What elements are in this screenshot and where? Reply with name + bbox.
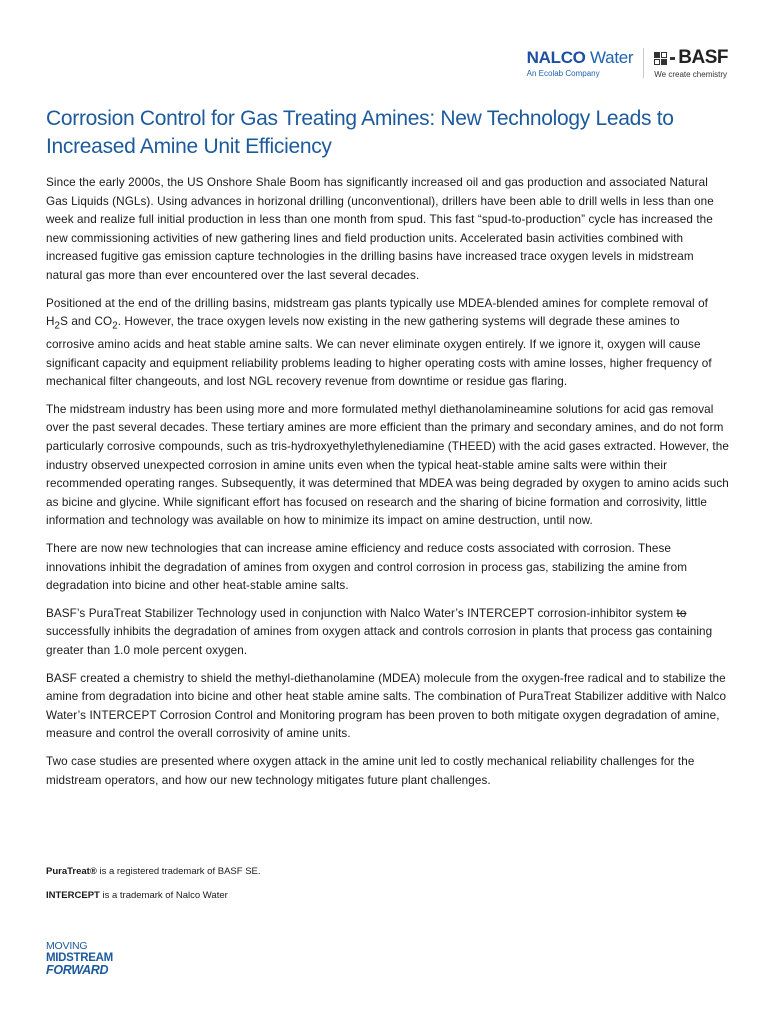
nalco-water-logo xyxy=(527,48,645,78)
paragraph-3: The midstream industry has been using more and more formulated methyl diethanolamineamine solutions for acid gas removal over the past several decades. These tertiary amines are more efficient than the primary and secondary amines, and do not form particularly corrosive compounds, such as tris-hydroxyethylethylenediamine (THEED) with the acid gases extracted. However, the industry observed unexpected corrosion in amine units even when the typical heat-stable amine salts were within their recommended operating ranges. Subsequently, it was determined that MDEA was being degraded by oxygen to amino acids such as bicine and glycine. While significant effort has focused on research and the sharing of bicine formation and corrosivity, little information and technology was available on how to minimize its impact on amine destruction, until now. xyxy=(46,402,729,528)
nalco-tagline: An Ecolab Company xyxy=(526,69,600,78)
footer-logo-line-1: MOVING xyxy=(46,940,88,952)
struck-word: to xyxy=(676,606,687,620)
document-body xyxy=(46,174,730,799)
trademark-intercept xyxy=(46,890,228,901)
trademark-intercept-text: is a trademark of Nalco Water xyxy=(99,890,228,901)
paragraph-2-part-c: . However, the trace oxygen levels now existing in the new gathering systems will degrade these amines to corrosive amino acids and heat stable amine salts. We can never eliminate oxygen entirely. If we ignore it, oxygen will cause significant capacity and equipment reliability problems leading to higher operating costs with amine losses, higher frequency of mechanical filter changeouts, and lost NGL recovery revenue from downtime or residue gas flaring. xyxy=(46,315,712,389)
paragraph-7: Two case studies are presented where oxygen attack in the amine unit led to costly mechanical reliability challenges for the midstream operators, and how our new technology mitigates future plant challenges. xyxy=(46,754,695,787)
paragraph-5-part-b: successfully inhibits the degradation of amines from oxygen attack and controls corrosion in plants that process gas containing greater than 1.0 mole percent oxygen. xyxy=(46,625,713,657)
paragraph-2-part-b: S and CO xyxy=(60,315,113,329)
h2s-subscript: 2 xyxy=(54,320,61,332)
paragraph-1: Since the early 2000s, the US Onshore Shale Boom has significantly increased oil and gas production and associated Natural Gas Liquids (NGLs). Using advances in horizonal drilling (unconventional), drillers have been able to drill wells in less than one week and realize full initial production in less than one month from spud. This fast “spud-to-production” cycle has increased the new commissioning activities of new gathering lines and field production units. Accelerated basin activities combined with increased fugitive gas emission capture technologies in the drilling basins have increased trace oxygen levels in midstream natural gas more than ever encountered over the last several decades. xyxy=(46,176,714,282)
paragraph-4: There are now new technologies that can increase amine efficiency and reduce costs associated with corrosion. These innovations inhibit the degradation of amines from oxygen and control corrosion in process gas, stabilizing the amine from degradation into bicine and other heat-stable amine salts. xyxy=(46,542,688,593)
basf-mark-icon xyxy=(654,52,667,65)
footer-logo-line-3: FORWARD xyxy=(46,963,109,977)
paragraph-6: BASF created a chemistry to shield the methyl-diethanolamine (MDEA) molecule from the oxygen-free radical and to stabilize the amine from degradation into bicine and other heat stable amine salts. The combination of PuraTreat Stabilizer additive with Nalco Water’s INTERCEPT Corrosion Control and Monitoring program has been proven to both mitigate oxygen degradation of amine, measure and control the overall corrosivity of amine units. xyxy=(46,671,727,741)
nalco-product: Water xyxy=(590,48,634,67)
trademark-puratreat-text: is a registered trademark of BASF SE. xyxy=(96,866,261,877)
paragraph-5-part-a: BASF’s PuraTreat Stabilizer Technology used in conjunction with Nalco Water’s INTERCEPT corrosion-inhibitor system xyxy=(46,606,677,620)
co2-subscript: 2 xyxy=(112,320,118,332)
document-title: Corrosion Control for Gas Treating Amines: New Technology Leads to Increased Amine Unit Efficiency xyxy=(46,107,674,158)
paragraph-5 xyxy=(46,605,730,661)
paragraph-2-part-a: Positioned at the end of the drilling basins, midstream gas plants typically use MDEA-blended amines for complete removal of H xyxy=(46,296,709,329)
paragraph-2 xyxy=(46,295,730,392)
moving-midstream-forward-logo xyxy=(46,940,113,976)
header-logos xyxy=(527,48,728,79)
trademark-puratreat-name: PuraTreat® xyxy=(46,866,97,877)
basf-logo xyxy=(652,48,728,79)
trademark-intercept-name: INTERCEPT xyxy=(46,890,100,901)
basf-tagline: We create chemistry xyxy=(654,70,728,79)
trademark-puratreat xyxy=(46,866,261,877)
footer-logo-line-2: MIDSTREAM xyxy=(46,952,113,964)
nalco-brand: NALCO xyxy=(526,48,586,67)
basf-dash-icon xyxy=(670,57,675,60)
basf-brand: BASF xyxy=(678,47,728,68)
